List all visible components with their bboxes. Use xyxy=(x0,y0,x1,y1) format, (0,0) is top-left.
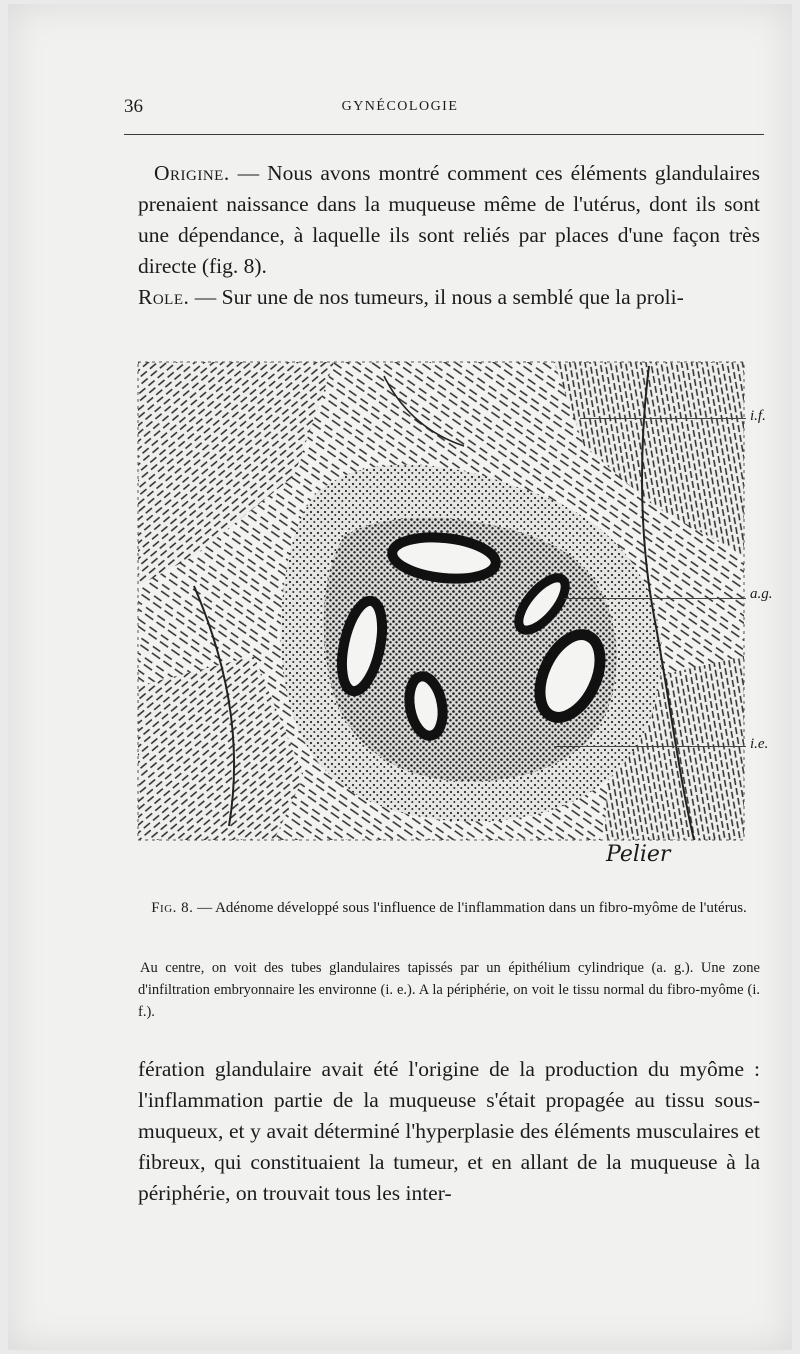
label-if: i.f. xyxy=(750,408,766,424)
label-ag: a.g. xyxy=(750,586,773,602)
book-page xyxy=(8,4,792,1350)
paragraph-role xyxy=(138,282,760,313)
section-label-role: Role. xyxy=(138,285,190,309)
leader-line-if xyxy=(580,418,746,419)
histology-illustration xyxy=(134,356,750,846)
engraver-signature: Pelier xyxy=(606,842,671,867)
caption-prefix: Fig. 8. xyxy=(151,900,194,916)
figure-caption xyxy=(138,897,760,919)
paragraph-role-text: — Sur une de nos tumeurs, il nous a semblé que la proli- xyxy=(189,285,684,309)
paragraph-origine-text: — Nous avons montré comment ces éléments glandulaires prenaient naissance dans la muqueuse même de l'utérus, dont ils sont une dépendance, à laquelle ils sont reliés par places d'une façon très directe (fig. 8). xyxy=(138,161,760,278)
label-ie: i.e. xyxy=(750,736,769,752)
paragraph-origine xyxy=(138,158,760,282)
header-rule xyxy=(124,134,764,135)
paragraph-continuation: fération glandulaire avait été l'origine de la production du myôme : l'inflammation partie de la muqueuse s'était propagée au tissu sous-muqueux, et y avait déterminé l'hyperplasie des éléments musculaires et fibreux, qui constituaient la tumeur, et en allant de la muqueuse à la périphérie, on trouvait tous les inter- xyxy=(138,1057,760,1205)
caption-text: — Adénome développé sous l'influence de l'inflammation dans un fibro-myôme de l'utérus. xyxy=(193,900,747,916)
figure-8-engraving xyxy=(134,356,773,846)
leader-line-ie xyxy=(554,746,746,747)
leader-line-ag xyxy=(564,598,746,599)
running-head: GYNÉCOLOGIE xyxy=(341,99,459,114)
figure-note: Au centre, on voit des tubes glandulaires tapissés par un épithélium cylindrique (a. g.). Une zone d'infiltration embryonnaire les environne (i. e.). A la périphérie, on voit le tissu normal du fibro-myôme (i. f.). xyxy=(138,960,760,1020)
page-number: 36 xyxy=(124,96,143,117)
section-label-origine: Origine. xyxy=(154,161,230,185)
